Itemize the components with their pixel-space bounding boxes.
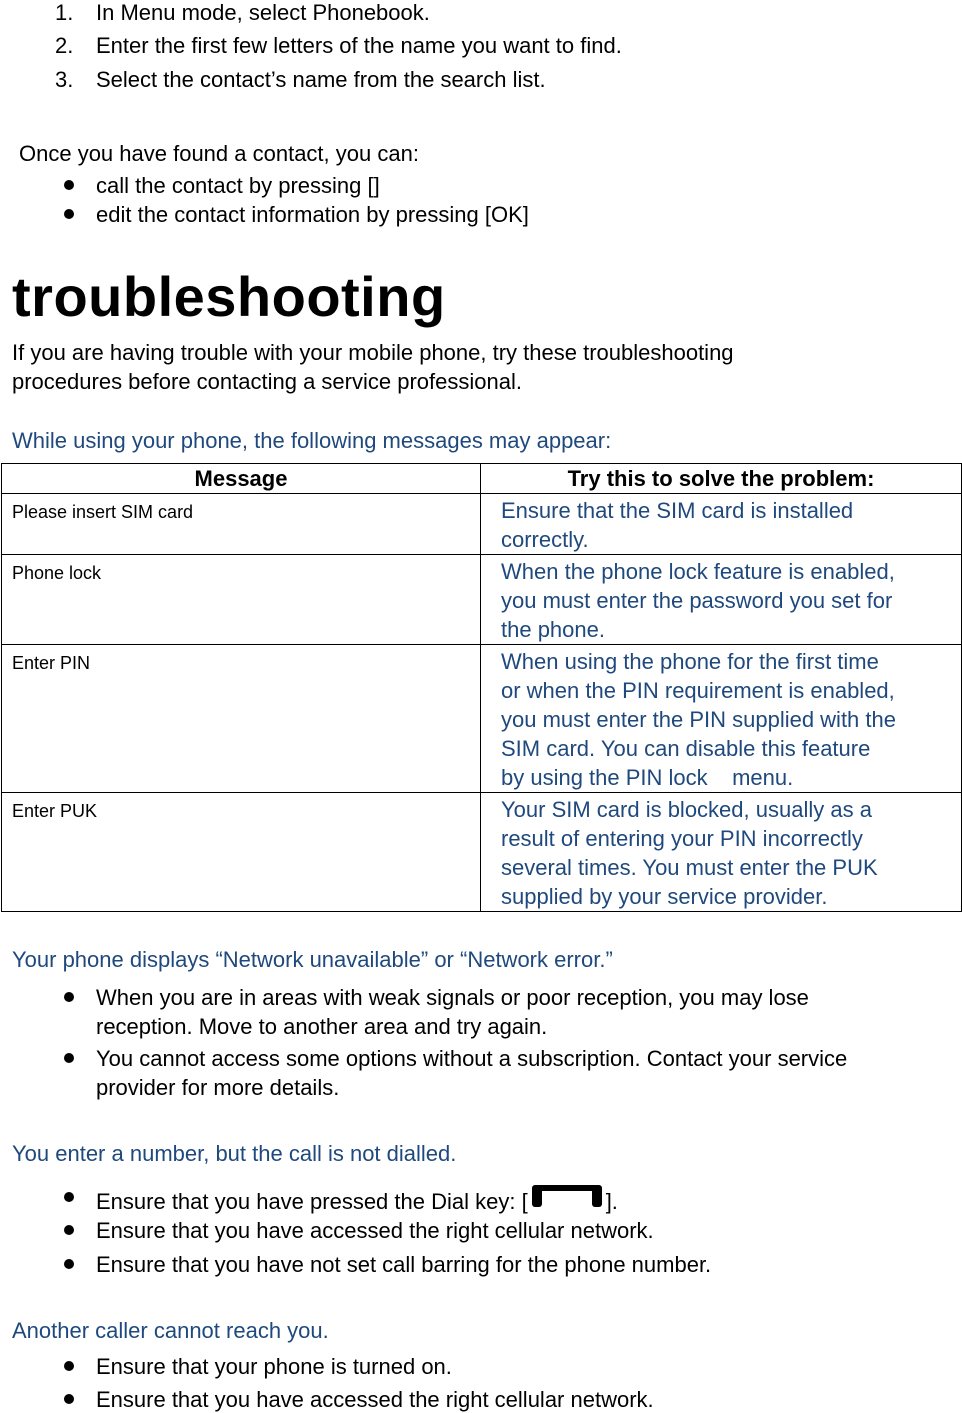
solution-cell <box>481 555 962 645</box>
solution-cell <box>481 645 962 793</box>
list-item: Ensure that your phone is turned on. <box>96 1354 452 1379</box>
intro-line-2: procedures before contacting a service professional. <box>12 369 522 394</box>
message-cell: Enter PIN <box>2 645 481 793</box>
solution-line: Your SIM card is blocked, usually as a <box>501 797 872 822</box>
solution-line: SIM card. You can disable this feature <box>501 736 871 761</box>
page-heading: troubleshooting <box>12 265 446 328</box>
dial-key-suffix: ]. <box>605 1189 618 1214</box>
network-title: Your phone displays “Network unavailable” or “Network error.” <box>12 947 613 972</box>
table-row <box>2 793 962 912</box>
bullet-icon <box>64 992 74 1002</box>
message-cell: Enter PUK <box>2 793 481 912</box>
bullet-icon <box>64 1394 74 1404</box>
messages-table <box>1 463 962 912</box>
bullet-icon <box>64 1225 74 1235</box>
list-item: Ensure that you have accessed the right cellular network. <box>96 1387 654 1412</box>
column-header-solution: Try this to solve the problem: <box>481 464 962 494</box>
list-item: edit the contact information by pressing [OK] <box>96 202 529 227</box>
solution-line: several times. You must enter the PUK <box>501 855 878 880</box>
bullet-icon <box>64 1192 74 1202</box>
table-row <box>2 645 962 793</box>
list-item-line: When you are in areas with weak signals or poor reception, you may lose <box>96 985 809 1010</box>
solution-line: result of entering your PIN incorrectly <box>501 826 863 851</box>
list-item: Ensure that you have accessed the right cellular network. <box>96 1218 654 1243</box>
step-number: 3. <box>55 67 74 92</box>
list-item: call the contact by pressing [] <box>96 173 380 198</box>
solution-line: When the phone lock feature is enabled, <box>501 559 895 584</box>
bullet-icon <box>64 209 74 219</box>
column-header-message: Message <box>2 464 481 494</box>
bullet-icon <box>64 180 74 190</box>
table-row <box>2 494 962 555</box>
cannot-reach-title: Another caller cannot reach you. <box>12 1318 329 1343</box>
solution-line: correctly. <box>501 527 589 552</box>
list-item: Ensure that you have not set call barring for the phone number. <box>96 1252 712 1277</box>
step-text: Select the contact’s name from the search list. <box>96 67 546 92</box>
table-header-row <box>2 464 962 494</box>
message-cell: Please insert SIM card <box>2 494 481 555</box>
step-text: In Menu mode, select Phonebook. <box>96 0 430 25</box>
solution-line: or when the PIN requirement is enabled, <box>501 678 895 703</box>
solution-line: you must enter the password you set for <box>501 588 893 613</box>
solution-line: by using the PIN lock menu. <box>501 765 794 790</box>
bullet-icon <box>64 1053 74 1063</box>
messages-intro: While using your phone, the following messages may appear: <box>12 428 612 453</box>
solution-line: When using the phone for the first time <box>501 649 879 674</box>
not-dialled-title: You enter a number, but the call is not dialled. <box>12 1141 457 1166</box>
list-item-line: You cannot access some options without a subscription. Contact your service <box>96 1046 848 1071</box>
dial-key-icon <box>528 1185 606 1211</box>
intro-line-1: If you are having trouble with your mobile phone, try these troubleshooting <box>12 340 734 365</box>
dial-key-prefix: Ensure that you have pressed the Dial key: [ <box>96 1189 528 1214</box>
bullet-icon <box>64 1361 74 1371</box>
step-number: 1. <box>55 0 74 25</box>
step-text: Enter the first few letters of the name you want to find. <box>96 33 622 58</box>
solution-cell <box>481 494 962 555</box>
list-item-line: reception. Move to another area and try again. <box>96 1014 548 1039</box>
solution-line: Ensure that the SIM card is installed <box>501 498 854 523</box>
list-item-line: provider for more details. <box>96 1075 340 1100</box>
message-cell: Phone lock <box>2 555 481 645</box>
list-item <box>96 1185 618 1215</box>
solution-cell <box>481 793 962 912</box>
step-number: 2. <box>55 33 74 58</box>
found-intro: Once you have found a contact, you can: <box>19 141 419 166</box>
solution-line: supplied by your service provider. <box>501 884 828 909</box>
table-row <box>2 555 962 645</box>
bullet-icon <box>64 1259 74 1269</box>
solution-line: the phone. <box>501 617 605 642</box>
solution-line: you must enter the PIN supplied with the <box>501 707 896 732</box>
